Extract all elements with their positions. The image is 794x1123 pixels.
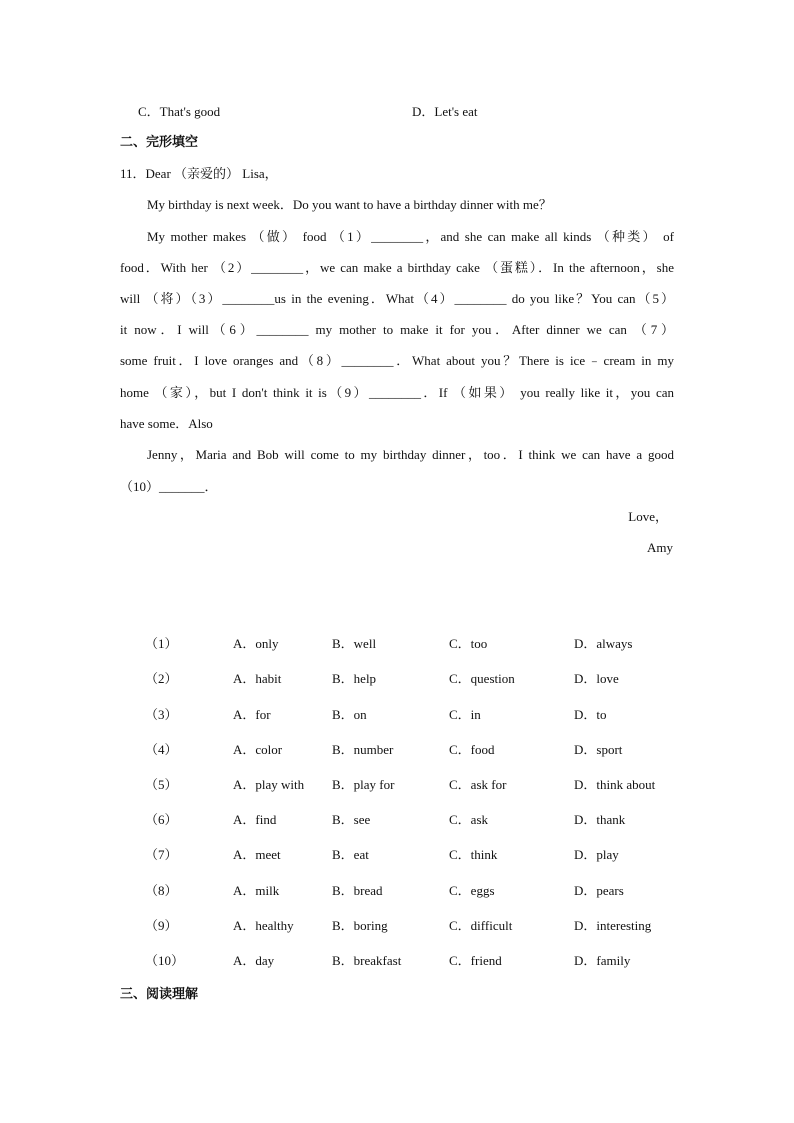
letter-line: home （家），but I don't think it is（9）________．If （如果） you really like it，you can — [120, 385, 674, 400]
option-b: B．bread — [332, 883, 383, 898]
letter-line: food．With her （2）________，we can make a birthday cake （蛋糕）．In the afternoon，she — [120, 260, 674, 275]
option-c: C．friend — [449, 953, 502, 968]
option-a: A．for — [233, 707, 271, 722]
option-d: D．always — [574, 636, 633, 651]
option-row — [0, 812, 794, 828]
prev-option-d: D．Let's eat — [412, 104, 478, 119]
option-row — [0, 777, 794, 793]
option-c: C．difficult — [449, 918, 513, 933]
option-c: C．ask for — [449, 777, 507, 792]
option-d: D．family — [574, 953, 631, 968]
option-a: A．play with — [233, 777, 305, 792]
option-row — [0, 883, 794, 899]
prev-option-c: C．That's good — [138, 104, 221, 119]
option-d: D．to — [574, 707, 607, 722]
option-row — [0, 742, 794, 758]
option-number: （1） — [145, 636, 178, 651]
option-d: D．interesting — [574, 918, 652, 933]
option-b: B．help — [332, 671, 377, 686]
option-b: B．well — [332, 636, 377, 651]
option-a: A．day — [233, 953, 275, 968]
option-row — [0, 847, 794, 863]
option-c: C．food — [449, 742, 495, 757]
option-d: D．play — [574, 847, 619, 862]
option-number: （2） — [145, 671, 178, 686]
option-number: （5） — [145, 777, 178, 792]
option-d: D．thank — [574, 812, 626, 827]
section-title-reading: 三、阅读理解 — [120, 987, 199, 1002]
option-a: A．only — [233, 636, 279, 651]
letter-signature: Amy — [647, 540, 673, 555]
option-c: C．in — [449, 707, 481, 722]
option-c: C．ask — [449, 812, 489, 827]
option-d: D．think about — [574, 777, 656, 792]
section-title-cloze: 二、完形填空 — [120, 135, 199, 150]
option-b: B．breakfast — [332, 953, 402, 968]
letter-closing: Love， — [628, 509, 668, 524]
option-c: C．eggs — [449, 883, 495, 898]
option-number: （4） — [145, 742, 178, 757]
option-b: B．boring — [332, 918, 388, 933]
letter-line: （10）_______． — [120, 479, 218, 494]
option-b: B．number — [332, 742, 394, 757]
option-number: （6） — [145, 812, 178, 827]
option-a: A．find — [233, 812, 277, 827]
option-b: B．on — [332, 707, 367, 722]
option-b: B．play for — [332, 777, 395, 792]
option-row — [0, 918, 794, 934]
letter-line: My mother makes （做） food （1）________，and she can make all kinds （种类） of — [147, 229, 674, 244]
option-a: A．color — [233, 742, 283, 757]
option-a: A．meet — [233, 847, 281, 862]
option-b: B．see — [332, 812, 371, 827]
option-number: （8） — [145, 883, 178, 898]
letter-line: some fruit．I love oranges and（8）________．What about you？There is ice﹣cream in my — [120, 353, 674, 368]
option-d: D．love — [574, 671, 619, 686]
option-number: （9） — [145, 918, 178, 933]
option-a: A．healthy — [233, 918, 294, 933]
option-row — [0, 671, 794, 687]
option-row — [0, 707, 794, 723]
letter-line: will （将）（3）________us in the evening．What（4）________ do you like？You can（5） — [120, 291, 674, 306]
option-d: D．pears — [574, 883, 624, 898]
option-row — [0, 636, 794, 652]
option-c: C．too — [449, 636, 488, 651]
option-a: A．habit — [233, 671, 282, 686]
option-number: （3） — [145, 707, 178, 722]
letter-line: have some．Also — [120, 416, 213, 431]
option-d: D．sport — [574, 742, 623, 757]
letter-line: it now．I will（6）________ my mother to make it for you．After dinner we can （7） — [120, 322, 674, 337]
option-c: C．think — [449, 847, 498, 862]
option-b: B．eat — [332, 847, 369, 862]
option-a: A．milk — [233, 883, 280, 898]
option-c: C．question — [449, 671, 515, 686]
letter-salutation: 11．Dear （亲爱的） Lisa， — [120, 166, 278, 181]
letter-line: Jenny，Maria and Bob will come to my birthday dinner，too．I think we can have a good — [147, 447, 674, 462]
option-number: （7） — [145, 847, 178, 862]
option-number: （10） — [145, 953, 185, 968]
option-row — [0, 953, 794, 969]
letter-paragraph-1: My birthday is next week．Do you want to have a birthday dinner with me？ — [147, 197, 552, 212]
